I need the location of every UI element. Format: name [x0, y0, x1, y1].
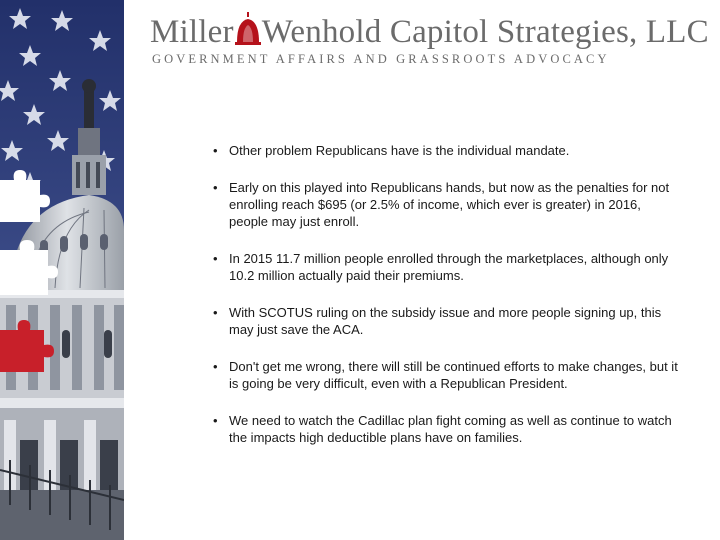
bullet-text: With SCOTUS ruling on the subsidy issue and more people signing up, this may just save the ACA. — [229, 305, 662, 337]
capitol-dome-icon — [234, 12, 262, 46]
tagline: GOVERNMENT AFFAIRS AND GRASSROOTS ADVOCACY — [152, 52, 610, 66]
brand-name-part1: Miller — [150, 14, 234, 50]
bullet-text: Early on this played into Republicans hands, but now as the penalties for not enrolling reach $695 (or 2.5% of income, which ever is greater) in 2016, people may just enroll. — [229, 180, 670, 229]
bullet-item — [213, 304, 683, 338]
bullet-text: In 2015 11.7 million people enrolled through the marketplaces, although only 10.2 million actually paid their premiums. — [229, 251, 669, 283]
bullet-dot: • — [213, 305, 218, 320]
bullet-list — [213, 142, 683, 446]
bullet-dot: • — [213, 413, 218, 428]
bullet-item — [213, 250, 683, 284]
bullet-item — [213, 358, 683, 392]
bullet-text: Don't get me wrong, there will still be continued efforts to make changes, but it is going be very difficult, even with a Republican President. — [229, 359, 678, 391]
bullet-dot: • — [213, 143, 218, 158]
header — [150, 10, 710, 70]
bullet-dot: • — [213, 359, 218, 374]
capitol-flag-image — [0, 0, 124, 540]
brand-name — [150, 12, 709, 52]
brand-name-part2: Wenhold Capitol Strategies, LLC — [261, 14, 709, 50]
bullet-text: We need to watch the Cadillac plan fight coming as well as continue to watch the impacts high deductible plans have on families. — [229, 413, 672, 445]
bullet-item — [213, 142, 683, 159]
bullet-dot: • — [213, 180, 218, 195]
bullet-item — [213, 179, 683, 230]
bullet-item — [213, 412, 683, 446]
bullet-dot: • — [213, 251, 218, 266]
bullet-text: Other problem Republicans have is the individual mandate. — [229, 143, 570, 158]
